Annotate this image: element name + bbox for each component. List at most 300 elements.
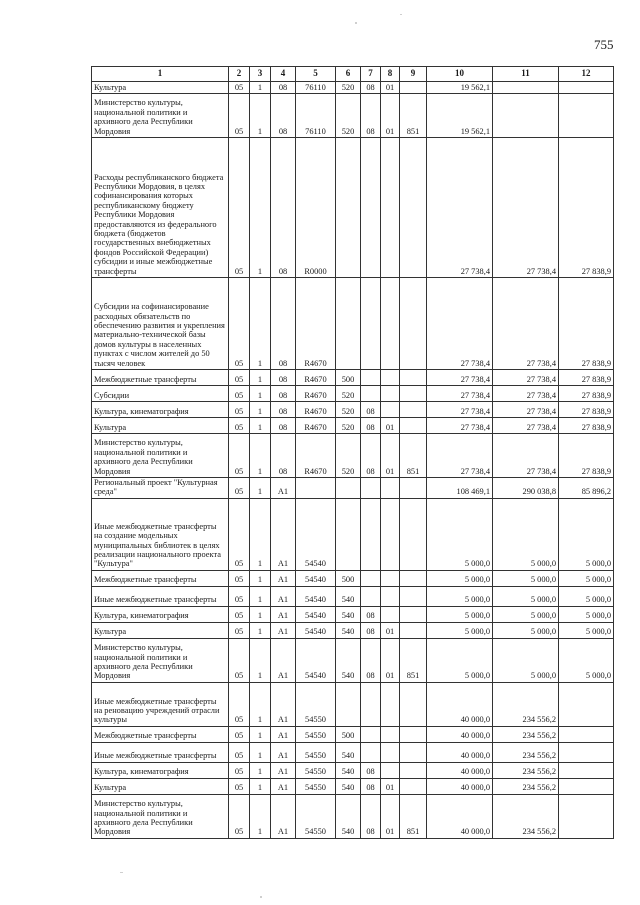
code-7-cell	[361, 682, 381, 726]
code-3-cell: 1	[250, 682, 271, 726]
column-header: 10	[427, 67, 493, 82]
code-9-cell: 851	[400, 94, 427, 138]
code-9-cell	[400, 682, 427, 726]
row-name-cell: Культура, кинематография	[92, 606, 229, 622]
row-name-cell: Межбюджетные трансферты	[92, 370, 229, 386]
code-8-cell	[381, 762, 400, 778]
code-8-cell: 01	[381, 622, 400, 638]
code-6-cell: 520	[336, 386, 361, 402]
code-6-cell	[336, 478, 361, 499]
code-2-cell: 05	[229, 570, 250, 586]
code-4-cell: 08	[271, 370, 296, 386]
code-5-cell	[296, 478, 336, 499]
code-6-cell: 500	[336, 570, 361, 586]
code-6-cell	[336, 278, 361, 370]
code-7-cell	[361, 498, 381, 570]
code-3-cell: 1	[250, 402, 271, 418]
table-row	[92, 778, 614, 794]
code-4-cell: A1	[271, 682, 296, 726]
code-3-cell: 1	[250, 570, 271, 586]
amount-12-cell: 5 000,0	[559, 498, 614, 570]
code-8-cell	[381, 278, 400, 370]
amount-11-cell: 5 000,0	[493, 570, 559, 586]
scan-speck	[260, 896, 262, 898]
code-4-cell: 08	[271, 386, 296, 402]
code-8-cell: 01	[381, 418, 400, 434]
code-2-cell: 05	[229, 94, 250, 138]
table-row	[92, 606, 614, 622]
code-3-cell: 1	[250, 434, 271, 478]
code-4-cell: A1	[271, 742, 296, 762]
code-4-cell: 08	[271, 434, 296, 478]
code-9-cell	[400, 418, 427, 434]
amount-12-cell	[559, 726, 614, 742]
column-header: 9	[400, 67, 427, 82]
row-name-cell: Иные межбюджетные трансферты на создание модельных муниципальных библиотек в целях реализации национального проекта "Культура"	[92, 498, 229, 570]
code-6-cell: 520	[336, 418, 361, 434]
code-3-cell: 1	[250, 586, 271, 606]
code-2-cell: 05	[229, 434, 250, 478]
amount-11-cell: 290 038,8	[493, 478, 559, 499]
code-9-cell	[400, 742, 427, 762]
code-5-cell: 54540	[296, 606, 336, 622]
code-2-cell: 05	[229, 742, 250, 762]
amount-10-cell: 27 738,4	[427, 278, 493, 370]
table-row	[92, 742, 614, 762]
code-4-cell: A1	[271, 726, 296, 742]
code-6-cell: 540	[336, 778, 361, 794]
code-5-cell: R4670	[296, 402, 336, 418]
amount-12-cell: 27 838,9	[559, 434, 614, 478]
code-7-cell: 08	[361, 434, 381, 478]
code-8-cell	[381, 498, 400, 570]
code-9-cell: 851	[400, 794, 427, 838]
code-3-cell: 1	[250, 278, 271, 370]
code-8-cell	[381, 606, 400, 622]
code-4-cell: A1	[271, 498, 296, 570]
code-3-cell: 1	[250, 82, 271, 94]
table-row	[92, 82, 614, 94]
amount-12-cell: 27 838,9	[559, 386, 614, 402]
code-5-cell: 54550	[296, 682, 336, 726]
amount-12-cell	[559, 762, 614, 778]
row-name-cell: Культура, кинематография	[92, 402, 229, 418]
code-3-cell: 1	[250, 478, 271, 499]
column-header: 11	[493, 67, 559, 82]
amount-12-cell: 5 000,0	[559, 638, 614, 682]
code-4-cell: A1	[271, 478, 296, 499]
column-header: 3	[250, 67, 271, 82]
table-row	[92, 478, 614, 499]
scan-speck	[355, 22, 357, 24]
code-9-cell	[400, 570, 427, 586]
code-7-cell: 08	[361, 402, 381, 418]
amount-10-cell: 27 738,4	[427, 418, 493, 434]
code-8-cell	[381, 742, 400, 762]
amount-10-cell: 5 000,0	[427, 606, 493, 622]
column-header: 2	[229, 67, 250, 82]
amount-12-cell: 85 896,2	[559, 478, 614, 499]
code-5-cell: 54540	[296, 622, 336, 638]
row-name-cell: Культура	[92, 778, 229, 794]
amount-12-cell: 27 838,9	[559, 278, 614, 370]
row-name-cell: Межбюджетные трансферты	[92, 726, 229, 742]
table-row	[92, 682, 614, 726]
amount-10-cell: 40 000,0	[427, 762, 493, 778]
code-8-cell	[381, 370, 400, 386]
code-7-cell: 08	[361, 418, 381, 434]
code-9-cell	[400, 478, 427, 499]
amount-10-cell: 27 738,4	[427, 370, 493, 386]
code-5-cell: 54540	[296, 570, 336, 586]
code-7-cell: 08	[361, 762, 381, 778]
code-2-cell: 05	[229, 762, 250, 778]
code-5-cell: 54550	[296, 762, 336, 778]
code-7-cell: 08	[361, 778, 381, 794]
column-header: 4	[271, 67, 296, 82]
amount-12-cell: 5 000,0	[559, 570, 614, 586]
code-5-cell: 76110	[296, 82, 336, 94]
code-4-cell: A1	[271, 606, 296, 622]
code-3-cell: 1	[250, 386, 271, 402]
column-header: 12	[559, 67, 614, 82]
code-9-cell	[400, 762, 427, 778]
code-8-cell: 01	[381, 778, 400, 794]
amount-11-cell: 234 556,2	[493, 742, 559, 762]
row-name-cell: Иные межбюджетные трансферты	[92, 586, 229, 606]
column-header: 6	[336, 67, 361, 82]
code-3-cell: 1	[250, 638, 271, 682]
code-5-cell: R4670	[296, 434, 336, 478]
code-8-cell: 01	[381, 638, 400, 682]
code-2-cell: 05	[229, 682, 250, 726]
code-6-cell: 540	[336, 638, 361, 682]
code-2-cell: 05	[229, 794, 250, 838]
amount-11-cell	[493, 94, 559, 138]
table-row	[92, 498, 614, 570]
table-row	[92, 570, 614, 586]
code-9-cell	[400, 498, 427, 570]
amount-12-cell: 27 838,9	[559, 370, 614, 386]
amount-12-cell: 5 000,0	[559, 606, 614, 622]
amount-11-cell: 27 738,4	[493, 386, 559, 402]
code-2-cell: 05	[229, 418, 250, 434]
amount-11-cell: 234 556,2	[493, 794, 559, 838]
code-2-cell: 05	[229, 586, 250, 606]
code-5-cell: 54550	[296, 794, 336, 838]
code-6-cell: 520	[336, 94, 361, 138]
table-row	[92, 762, 614, 778]
code-5-cell: 54550	[296, 726, 336, 742]
amount-10-cell: 27 738,4	[427, 386, 493, 402]
code-5-cell: 76110	[296, 94, 336, 138]
amount-12-cell	[559, 794, 614, 838]
row-name-cell: Иные межбюджетные трансферты	[92, 742, 229, 762]
code-5-cell: 54540	[296, 498, 336, 570]
table-row	[92, 402, 614, 418]
code-9-cell	[400, 278, 427, 370]
table-row	[92, 94, 614, 138]
scan-speck	[400, 14, 402, 15]
amount-10-cell: 27 738,4	[427, 402, 493, 418]
scan-speck	[120, 872, 123, 873]
amount-11-cell: 27 738,4	[493, 278, 559, 370]
table-row	[92, 726, 614, 742]
row-name-cell: Министерство культуры, национальной политики и архивного дела Республики Мордовия	[92, 794, 229, 838]
code-8-cell	[381, 386, 400, 402]
row-name-cell: Межбюджетные трансферты	[92, 570, 229, 586]
amount-12-cell	[559, 778, 614, 794]
code-2-cell: 05	[229, 370, 250, 386]
column-header: 1	[92, 67, 229, 82]
code-4-cell: A1	[271, 778, 296, 794]
code-3-cell: 1	[250, 622, 271, 638]
code-9-cell	[400, 622, 427, 638]
table-row	[92, 278, 614, 370]
code-5-cell: 54540	[296, 638, 336, 682]
amount-12-cell: 5 000,0	[559, 586, 614, 606]
amount-11-cell: 27 738,4	[493, 418, 559, 434]
amount-11-cell: 5 000,0	[493, 586, 559, 606]
code-4-cell: A1	[271, 794, 296, 838]
code-6-cell: 500	[336, 370, 361, 386]
code-3-cell: 1	[250, 498, 271, 570]
amount-11-cell: 27 738,4	[493, 402, 559, 418]
code-2-cell: 05	[229, 606, 250, 622]
code-2-cell: 05	[229, 386, 250, 402]
column-header: 7	[361, 67, 381, 82]
table-row	[92, 586, 614, 606]
amount-12-cell: 27 838,9	[559, 138, 614, 278]
amount-11-cell: 234 556,2	[493, 762, 559, 778]
row-name-cell: Культура	[92, 82, 229, 94]
code-7-cell: 08	[361, 606, 381, 622]
amount-12-cell	[559, 682, 614, 726]
code-7-cell	[361, 138, 381, 278]
code-2-cell: 05	[229, 278, 250, 370]
code-5-cell: R4670	[296, 418, 336, 434]
code-4-cell: A1	[271, 622, 296, 638]
code-7-cell: 08	[361, 94, 381, 138]
amount-10-cell: 19 562,1	[427, 94, 493, 138]
amount-10-cell: 5 000,0	[427, 622, 493, 638]
code-9-cell	[400, 386, 427, 402]
code-9-cell	[400, 138, 427, 278]
amount-10-cell: 40 000,0	[427, 742, 493, 762]
code-4-cell: A1	[271, 762, 296, 778]
code-9-cell: 851	[400, 434, 427, 478]
code-3-cell: 1	[250, 726, 271, 742]
code-9-cell	[400, 82, 427, 94]
code-5-cell: 54540	[296, 586, 336, 606]
budget-table	[91, 66, 614, 839]
table-row	[92, 418, 614, 434]
code-7-cell	[361, 742, 381, 762]
code-6-cell: 520	[336, 402, 361, 418]
code-2-cell: 05	[229, 498, 250, 570]
code-7-cell	[361, 726, 381, 742]
amount-11-cell: 5 000,0	[493, 622, 559, 638]
code-3-cell: 1	[250, 138, 271, 278]
code-5-cell: R4670	[296, 386, 336, 402]
code-2-cell: 05	[229, 138, 250, 278]
code-9-cell	[400, 402, 427, 418]
amount-10-cell: 5 000,0	[427, 570, 493, 586]
code-2-cell: 05	[229, 778, 250, 794]
amount-11-cell: 234 556,2	[493, 682, 559, 726]
amount-10-cell: 40 000,0	[427, 682, 493, 726]
amount-10-cell: 40 000,0	[427, 778, 493, 794]
table-row	[92, 794, 614, 838]
code-6-cell: 520	[336, 82, 361, 94]
code-8-cell	[381, 478, 400, 499]
code-6-cell	[336, 498, 361, 570]
code-9-cell: 851	[400, 638, 427, 682]
column-header: 8	[381, 67, 400, 82]
amount-12-cell	[559, 94, 614, 138]
row-name-cell: Культура, кинематография	[92, 762, 229, 778]
code-5-cell: 54550	[296, 742, 336, 762]
code-7-cell	[361, 278, 381, 370]
page-number: 755	[594, 37, 614, 52]
row-name-cell: Региональный проект "Культурная среда"	[92, 478, 229, 499]
code-2-cell: 05	[229, 402, 250, 418]
code-4-cell: A1	[271, 586, 296, 606]
amount-11-cell: 234 556,2	[493, 778, 559, 794]
amount-12-cell	[559, 82, 614, 94]
code-8-cell	[381, 586, 400, 606]
amount-12-cell: 5 000,0	[559, 622, 614, 638]
code-6-cell: 540	[336, 622, 361, 638]
code-8-cell	[381, 570, 400, 586]
code-3-cell: 1	[250, 418, 271, 434]
code-2-cell: 05	[229, 622, 250, 638]
code-3-cell: 1	[250, 794, 271, 838]
code-7-cell	[361, 570, 381, 586]
amount-11-cell: 5 000,0	[493, 638, 559, 682]
table-row	[92, 434, 614, 478]
code-5-cell: R4670	[296, 278, 336, 370]
amount-10-cell: 5 000,0	[427, 586, 493, 606]
code-3-cell: 1	[250, 606, 271, 622]
row-name-cell: Субсидии на софинансирование расходных обязательств по обеспечению развития и укрепления материально-технической базы домов культуры в населенных пунктах с числом жителей до 50 тысяч человек	[92, 278, 229, 370]
amount-12-cell: 27 838,9	[559, 418, 614, 434]
code-3-cell: 1	[250, 778, 271, 794]
amount-10-cell: 108 469,1	[427, 478, 493, 499]
code-7-cell: 08	[361, 638, 381, 682]
code-6-cell: 540	[336, 606, 361, 622]
code-5-cell: R4670	[296, 370, 336, 386]
amount-11-cell: 27 738,4	[493, 138, 559, 278]
code-8-cell: 01	[381, 82, 400, 94]
code-7-cell	[361, 478, 381, 499]
code-6-cell: 540	[336, 586, 361, 606]
code-6-cell	[336, 682, 361, 726]
row-name-cell: Министерство культуры, национальной политики и архивного дела Республики Мордовия	[92, 94, 229, 138]
code-9-cell	[400, 726, 427, 742]
code-2-cell: 05	[229, 82, 250, 94]
code-8-cell	[381, 726, 400, 742]
code-4-cell: 08	[271, 418, 296, 434]
row-name-cell: Культура	[92, 622, 229, 638]
amount-11-cell: 5 000,0	[493, 498, 559, 570]
code-3-cell: 1	[250, 742, 271, 762]
amount-11-cell: 5 000,0	[493, 606, 559, 622]
code-7-cell	[361, 370, 381, 386]
code-2-cell: 05	[229, 726, 250, 742]
row-name-cell: Субсидии	[92, 386, 229, 402]
code-6-cell: 500	[336, 726, 361, 742]
code-3-cell: 1	[250, 370, 271, 386]
code-2-cell: 05	[229, 638, 250, 682]
row-name-cell: Расходы республиканского бюджета Республики Мордовия, в целях софинансирования которых республиканскому бюджету Республики Мордовия предоставляются из федерального бюджета (бюджетов государственных внебюджетных фондов Российской Федерации) субсидии и иные межбюджетные трансферты	[92, 138, 229, 278]
amount-10-cell: 5 000,0	[427, 638, 493, 682]
table-row	[92, 386, 614, 402]
code-7-cell: 08	[361, 82, 381, 94]
code-4-cell: 08	[271, 82, 296, 94]
row-name-cell: Министерство культуры, национальной политики и архивного дела Республики Мордовия	[92, 638, 229, 682]
code-9-cell	[400, 370, 427, 386]
code-3-cell: 1	[250, 762, 271, 778]
amount-10-cell: 40 000,0	[427, 794, 493, 838]
amount-10-cell: 40 000,0	[427, 726, 493, 742]
amount-12-cell	[559, 742, 614, 762]
code-3-cell: 1	[250, 94, 271, 138]
code-9-cell	[400, 606, 427, 622]
amount-11-cell: 27 738,4	[493, 370, 559, 386]
amount-10-cell: 19 562,1	[427, 82, 493, 94]
table-header-row	[92, 67, 614, 82]
code-2-cell: 05	[229, 478, 250, 499]
table-row	[92, 638, 614, 682]
code-6-cell: 540	[336, 794, 361, 838]
code-5-cell: 54550	[296, 778, 336, 794]
code-7-cell: 08	[361, 794, 381, 838]
code-7-cell	[361, 386, 381, 402]
code-6-cell: 520	[336, 434, 361, 478]
row-name-cell: Культура	[92, 418, 229, 434]
code-5-cell: R0000	[296, 138, 336, 278]
amount-11-cell: 234 556,2	[493, 726, 559, 742]
code-6-cell: 540	[336, 742, 361, 762]
code-7-cell: 08	[361, 622, 381, 638]
code-4-cell: A1	[271, 638, 296, 682]
code-4-cell: 08	[271, 402, 296, 418]
code-9-cell	[400, 778, 427, 794]
amount-12-cell: 27 838,9	[559, 402, 614, 418]
table-row	[92, 622, 614, 638]
code-6-cell: 540	[336, 762, 361, 778]
code-4-cell: 08	[271, 278, 296, 370]
code-8-cell: 01	[381, 94, 400, 138]
column-header: 5	[296, 67, 336, 82]
code-8-cell: 01	[381, 794, 400, 838]
code-8-cell	[381, 402, 400, 418]
table-row	[92, 370, 614, 386]
code-9-cell	[400, 586, 427, 606]
code-8-cell	[381, 138, 400, 278]
code-7-cell	[361, 586, 381, 606]
code-8-cell	[381, 682, 400, 726]
amount-10-cell: 27 738,4	[427, 434, 493, 478]
code-4-cell: 08	[271, 138, 296, 278]
table-row	[92, 138, 614, 278]
code-6-cell	[336, 138, 361, 278]
code-8-cell: 01	[381, 434, 400, 478]
amount-11-cell	[493, 82, 559, 94]
code-4-cell: 08	[271, 94, 296, 138]
amount-10-cell: 5 000,0	[427, 498, 493, 570]
